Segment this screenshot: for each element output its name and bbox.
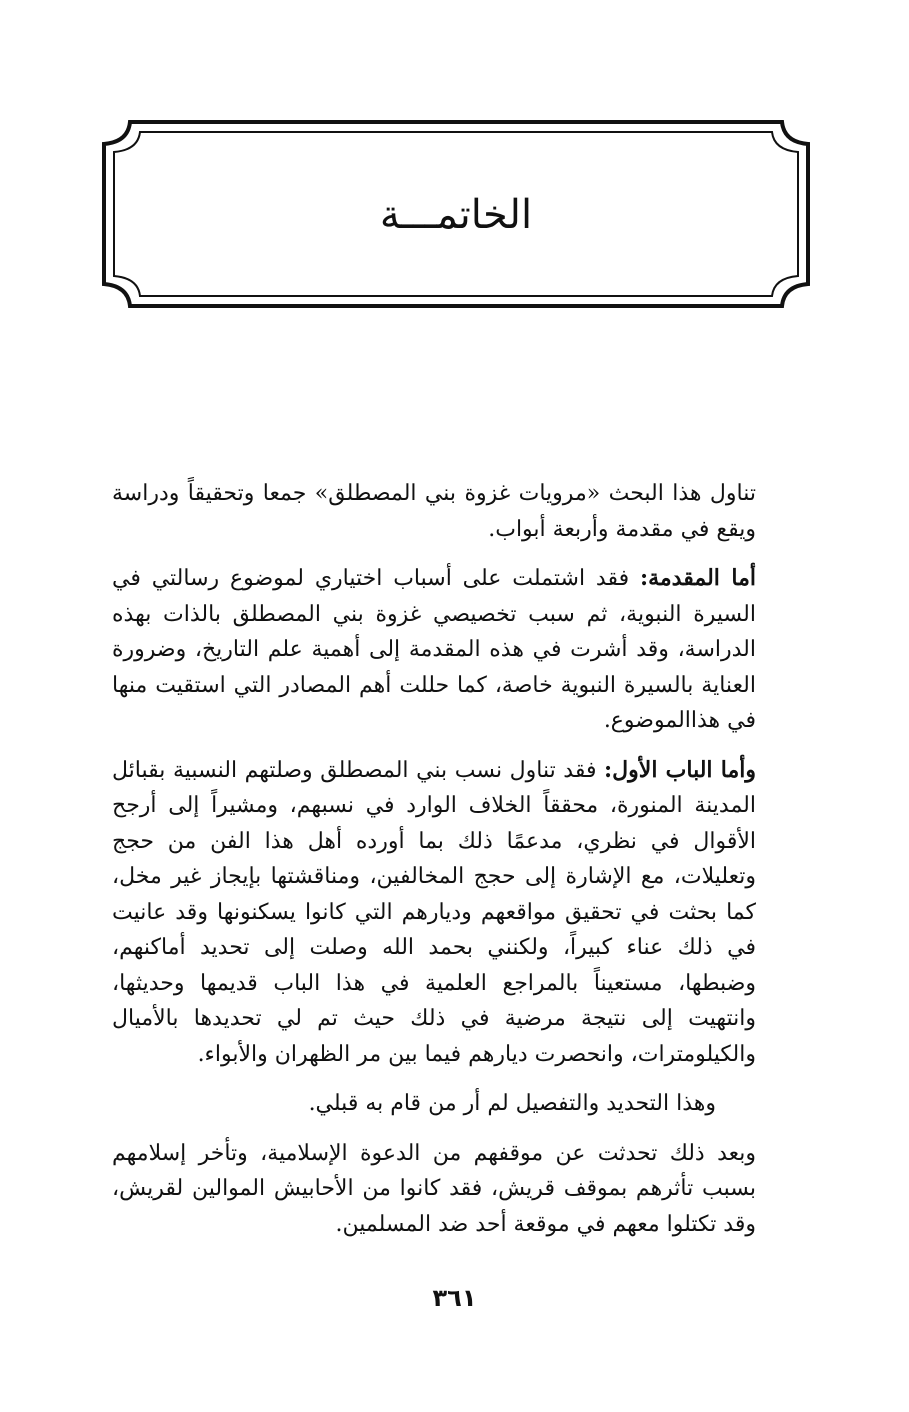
paragraph-introduction-lead: أما المقدمة: bbox=[639, 565, 757, 591]
title-frame bbox=[100, 118, 812, 310]
paragraph-chapter-one bbox=[112, 753, 756, 1073]
page-number: ٣٦١ bbox=[432, 1284, 477, 1312]
page-title: الخاتمـــة bbox=[379, 192, 533, 238]
paragraph-introduction bbox=[112, 561, 756, 739]
paragraph-introduction-text: فقد اشتملت على أسباب اختياري لموضوع رسالتي في السيرة النبوية، ثم سبب تخصيصي غزوة بني المصطلق بالذات بهذه الدراسة، وقد أشرت في هذه المقدمة إلى أهمية علم التاريخ، وضرورة العناية بالسيرة النبوية خاصة، كما حللت أهم المصادر التي استقيت منها في هذاالموضوع. bbox=[112, 566, 756, 733]
paragraph-1-text: تناول هذا البحث «مرويات غزوة بني المصطلق» جمعا وتحقيقاً ودراسة ويقع في مقدمة وأربعة أبواب. bbox=[112, 481, 756, 542]
paragraph-1 bbox=[112, 476, 756, 547]
paragraph-5 bbox=[112, 1136, 756, 1243]
paragraph-4 bbox=[112, 1086, 756, 1122]
paragraph-chapter-one-text: فقد تناول نسب بني المصطلق وصلتهم النسبية بقبائل المدينة المنورة، محققاً الخلاف الوارد في نسبهم، ومشيراً إلى أرجح الأقوال في نظري، مدعمًا ذلك بما أورده أهل هذا الفن من حجج وتعليلات، مع الإشارة إلى حجج المخالفين، ومناقشتها بإيجاز غير مخل، كما بحثت في تحقيق مواقعهم وديارهم التي كانوا يسكنونها وقد عانيت في ذلك عناء كبيراً، ولكنني بحمد الله وصلت إلى تحديد أماكنهم، وضبطها، مستعيناً بالمراجع العلمية في هذا الباب قديمها وحديثها، وانتهيت إلى نتيجة مرضية في ذلك حيث تم لي تحديدها بالأميال والكيلومترات، وانحصرت ديارهم فيما بين مر الظهران والأبواء. bbox=[112, 757, 756, 1067]
paragraph-4-text: وهذا التحديد والتفصيل لم أر من قام به قبلي. bbox=[308, 1091, 716, 1116]
body-text bbox=[112, 476, 756, 1256]
paragraph-5-text: وبعد ذلك تحدثت عن موقفهم من الدعوة الإسلامية، وتأخر إسلامهم بسبب تأثرهم بموقف قريش، فقد كانوا من الأحابيش الموالين لقريش، وقد تكتلوا معهم في موقعة أحد ضد المسلمين. bbox=[112, 1140, 756, 1237]
paragraph-chapter-one-lead: وأما الباب الأول: bbox=[604, 756, 756, 783]
